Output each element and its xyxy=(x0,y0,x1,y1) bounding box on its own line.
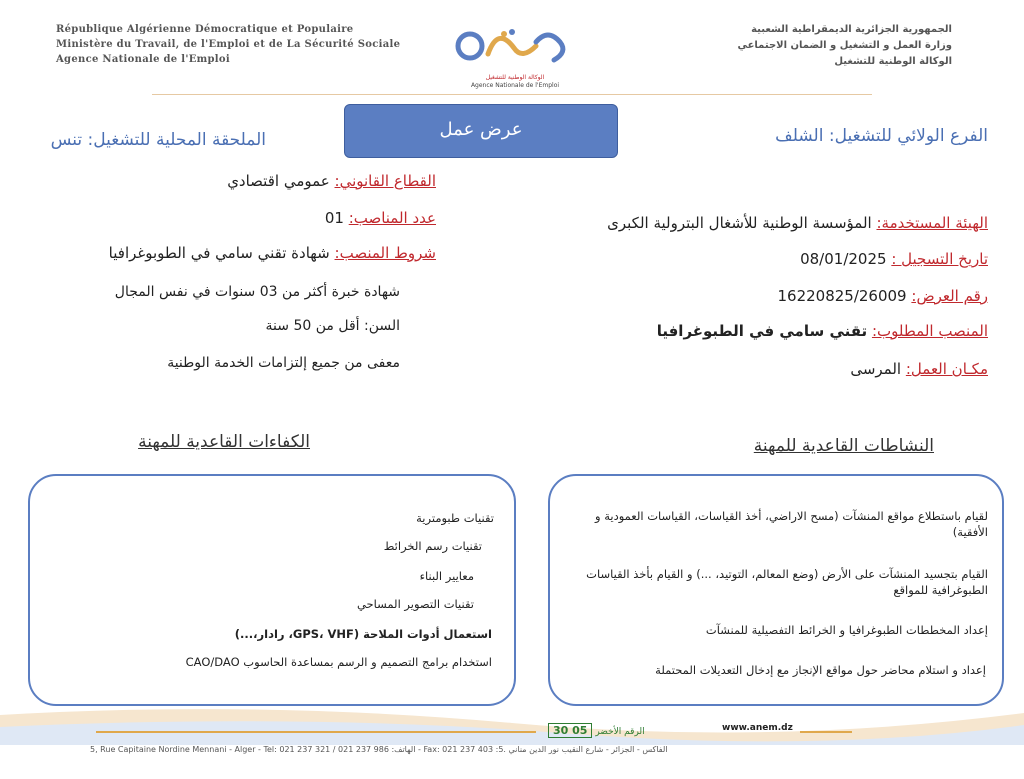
green-number xyxy=(548,723,645,738)
wilaya-branch: الفرع الولائي للتشغيل: الشلف xyxy=(775,126,988,146)
field-work-place xyxy=(850,360,988,378)
header-arabic xyxy=(737,22,952,70)
header-fr-line-3: Agence Nationale de l'Emploi xyxy=(56,54,230,65)
activities-title: النشاطات القاعدية للمهنة xyxy=(753,436,934,456)
activity-item: إعداد و استلام محاضر حول مواقع الإنجاز مع إدخال التعديلات المحتملة xyxy=(655,663,986,677)
field-registration-date-value: 08/01/2025 xyxy=(800,250,887,268)
footer-line-left xyxy=(96,731,536,733)
field-conditions-value: شهادة تقني سامي في الطوبوغرافيا xyxy=(108,244,330,262)
header-fr-line-2: Ministère du Travail, de l'Emploi et de La Sécurité Sociale xyxy=(56,39,401,50)
field-offer-number-value: 16220825/26009 xyxy=(777,287,907,305)
condition-experience: شهادة خبرة أكثر من 03 سنوات في نفس المجال xyxy=(114,284,400,300)
field-employer-label: الهيئة المستخدمة: xyxy=(876,214,988,232)
header-ar-line-1: الجمهورية الجزائرية الديمقراطية الشعبية xyxy=(751,24,952,35)
field-positions-count xyxy=(325,209,436,227)
header-french xyxy=(56,22,400,67)
field-legal-sector xyxy=(227,172,436,190)
website-link[interactable]: www.anem.dz xyxy=(722,723,793,733)
activity-item: لقيام باستطلاع مواقع المنشآت (مسح الاراضي، أخذ القياسات، القياسات العمودية و الأفقية) xyxy=(595,509,988,539)
field-work-place-value: المرسى xyxy=(850,360,902,378)
field-employer xyxy=(607,214,988,232)
competences-panel xyxy=(28,474,516,706)
competence-item: استعمال أدوات الملاحة (GPS، VHF، رادار،...) xyxy=(234,627,492,641)
green-number-label: الرقم الأخضر xyxy=(595,727,645,737)
field-work-place-label: مكـان العمل: xyxy=(905,360,988,378)
local-agency: الملحقة المحلية للتشغيل: تنس xyxy=(50,130,266,150)
logo-caption-ar: الوكالة الوطنية للتشغيل xyxy=(485,74,545,81)
field-registration-date xyxy=(800,250,988,268)
header-fr-line-1: République Algérienne Démocratique et Populaire xyxy=(56,24,354,35)
field-positions-count-label: عدد المناصب: xyxy=(348,209,436,227)
condition-military: معفى من جميع إلتزامات الخدمة الوطنية xyxy=(167,355,400,371)
activity-item: القيام بتجسيد المنشآت على الأرض (وضع المعالم، التوتيد، ...) و القيام بأخذ القياسات الطبوغرافية للمواقع xyxy=(586,567,988,597)
anem-logo xyxy=(440,20,590,92)
header-divider xyxy=(152,94,872,95)
field-offer-number-label: رقم العرض: xyxy=(911,287,988,305)
green-number-value: 30 05 xyxy=(548,723,592,738)
competence-item: معايير البناء xyxy=(419,569,474,583)
footer-wave xyxy=(0,705,1024,745)
header-ar-line-2: وزارة العمل و التشغيل و الضمان الاجتماعي xyxy=(737,40,952,51)
field-legal-sector-label: القطاع القانوني: xyxy=(334,172,436,190)
activities-panel xyxy=(548,474,1004,706)
competence-item: استخدام برامج التصميم و الرسم بمساعدة الحاسوب CAO/DAO xyxy=(185,655,492,669)
field-registration-date-label: تاريخ التسجيل : xyxy=(891,250,988,268)
field-positions-count-value: 01 xyxy=(324,209,344,227)
footer-address: 5, Rue Capitaine Nordine Mennani - Alger - Tel: 021 237 321 / 021 237 986 :الهاتف - Fax: 021 237 403 :الفاكس - الجزائر - شارع النقيب نور الدين مناني .5 xyxy=(90,745,668,754)
header-ar-line-3: الوكالة الوطنية للتشغيل xyxy=(834,56,952,67)
field-legal-sector-value: عمومي اقتصادي xyxy=(227,172,330,190)
logo-caption-fr: Agence Nationale de l'Emploi xyxy=(470,82,560,89)
anem-logo-icon xyxy=(440,20,590,76)
offer-title-box xyxy=(344,104,618,158)
field-employer-value: المؤسسة الوطنية للأشغال البترولية الكبرى xyxy=(607,214,872,232)
field-position xyxy=(657,322,988,340)
field-conditions xyxy=(109,244,436,262)
competence-item: تقنيات رسم الخرائط xyxy=(383,539,482,553)
offer-title: عرض عمل xyxy=(439,119,523,140)
competences-title: الكفاءات القاعدية للمهنة xyxy=(138,432,310,452)
field-conditions-label: شروط المنصب: xyxy=(334,244,436,262)
footer-line-right xyxy=(800,731,852,733)
field-position-label: المنصب المطلوب: xyxy=(871,322,988,340)
field-offer-number xyxy=(777,287,988,305)
field-position-value: تقني سامي في الطبوغرافيا xyxy=(656,322,868,340)
activity-item: إعداد المخططات الطبوغرافيا و الخرائط التفصيلية للمنشآت xyxy=(705,623,988,637)
condition-age: السن: أقل من 50 سنة xyxy=(265,318,400,334)
competence-item: تقنيات طبومترية xyxy=(416,511,494,525)
competence-item: تقنيات التصوير المساحي xyxy=(356,597,474,611)
